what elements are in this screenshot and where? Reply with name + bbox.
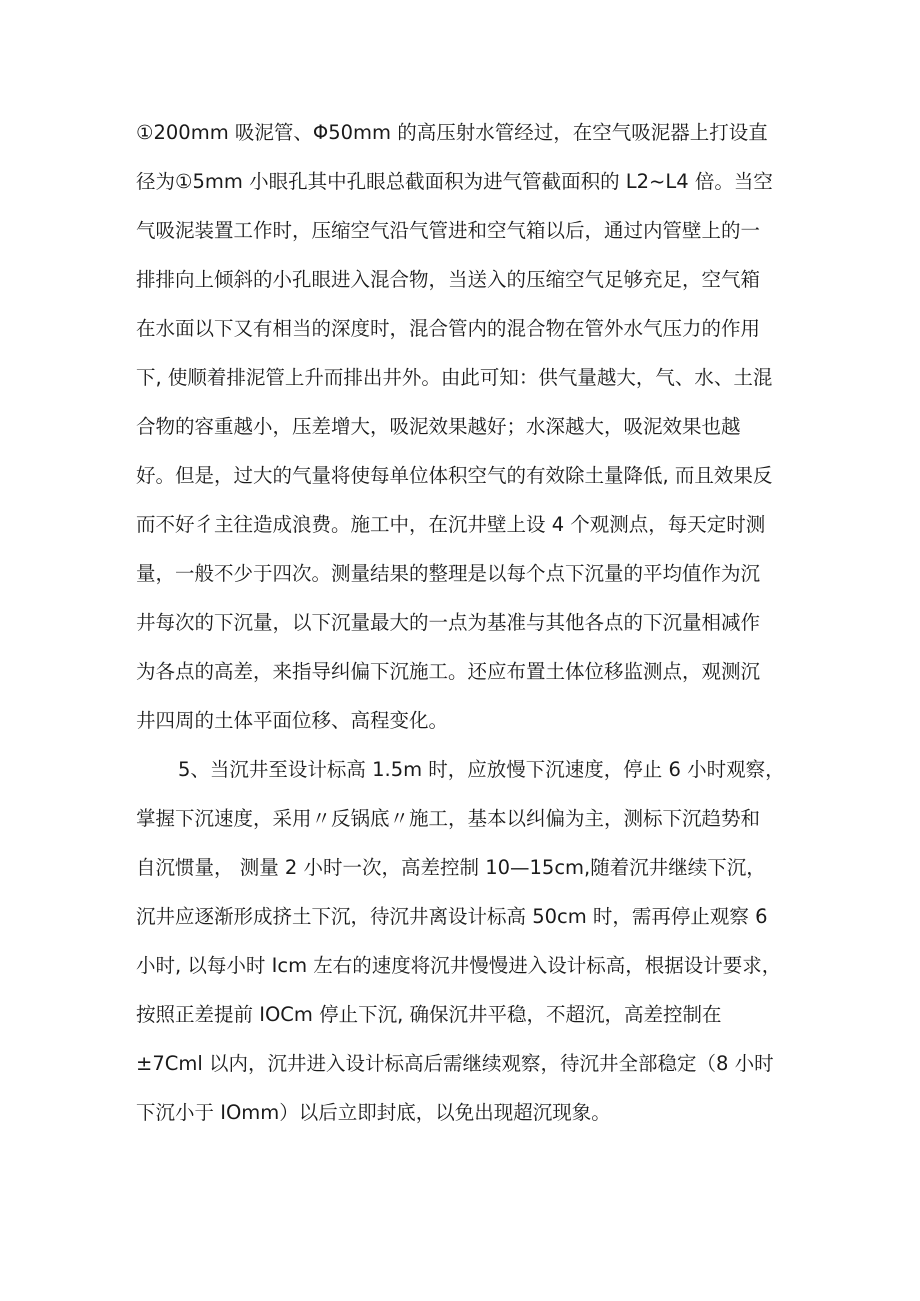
paragraph-2-line-6: 按照正差提前 IOCm 停止下沉, 确保沉井平稳，不超沉，高差控制在	[136, 1003, 722, 1026]
paragraph-1-line-9: 而不好彳主往造成浪费。施工中，在沉井壁上设 4 个观测点，每天定时测	[136, 513, 766, 536]
paragraph-2-line-1: 5、当沉井至设计标高 1.5m 时，应放慢下沉速度，停止 6 小时观察，	[178, 758, 785, 781]
paragraph-1-line-8: 好。但是，过大的气量将使每单位体积空气的有效除土量降低, 而且效果反	[136, 464, 773, 487]
paragraph-2-line-5: 小时, 以每小时 Icm 左右的速度将沉井慢慢进入设计标高，根据设计要求，	[136, 954, 782, 977]
paragraph-1-line-3: 气吸泥装置工作时，压缩空气沿气管进和空气箱以后，通过内管壁上的一	[136, 219, 761, 242]
paragraph-2-line-2: 掌握下沉速度，采用〃反锅底〃施工，基本以纠偏为主，测标下沉趋势和	[136, 807, 761, 830]
paragraph-2-line-8: 下沉小于 IOmm）以后立即封底，以免出现超沉现象。	[136, 1101, 611, 1124]
paragraph-1-line-13: 井四周的土体平面位移、高程变化。	[136, 709, 449, 732]
paragraph-1-line-4: 排排向上倾斜的小孔眼进入混合物，当送入的压缩空气足够充足，空气箱	[136, 268, 761, 291]
paragraph-2-line-3: 自沉惯量， 测量 2 小时一次，高差控制 10—15cm,随着沉井继续下沉，	[136, 856, 766, 879]
paragraph-2-line-4: 沉井应逐渐形成挤土下沉，待沉井离设计标高 50cm 时，需再停止观察 6	[136, 905, 768, 928]
paragraph-1-line-11: 井每次的下沉量，以下沉量最大的一点为基准与其他各点的下沉量相减作	[136, 611, 761, 634]
paragraph-1-line-5: 在水面以下又有相当的深度时，混合管内的混合物在管外水气压力的作用	[136, 317, 761, 340]
paragraph-1-line-7: 合物的容重越小，压差增大，吸泥效果越好；水深越大，吸泥效果也越	[136, 415, 741, 438]
paragraph-1-line-6: 下, 使顺着排泥管上升而排出井外。由此可知：供气量越大，气、水、土混	[136, 366, 773, 389]
paragraph-1-line-10: 量，一般不少于四次。测量结果的整理是以每个点下沉量的平均值作为沉	[136, 562, 761, 585]
paragraph-1-line-12: 为各点的高差，来指导纠偏下沉施工。还应布置土体位移监测点，观测沉	[136, 660, 761, 683]
paragraph-1-line-2: 径为①5mm 小眼孔其中孔眼总截面积为进气管截面积的 L2~L4 倍。当空	[136, 170, 773, 193]
paragraph-2-line-7: ±7Cml 以内，沉井进入设计标高后需继续观察，待沉井全部稳定（8 小时	[136, 1052, 774, 1075]
paragraph-1-line-1: ①200mm 吸泥管、Φ50mm 的高压射水管经过，在空气吸泥器上打设直	[136, 121, 768, 144]
